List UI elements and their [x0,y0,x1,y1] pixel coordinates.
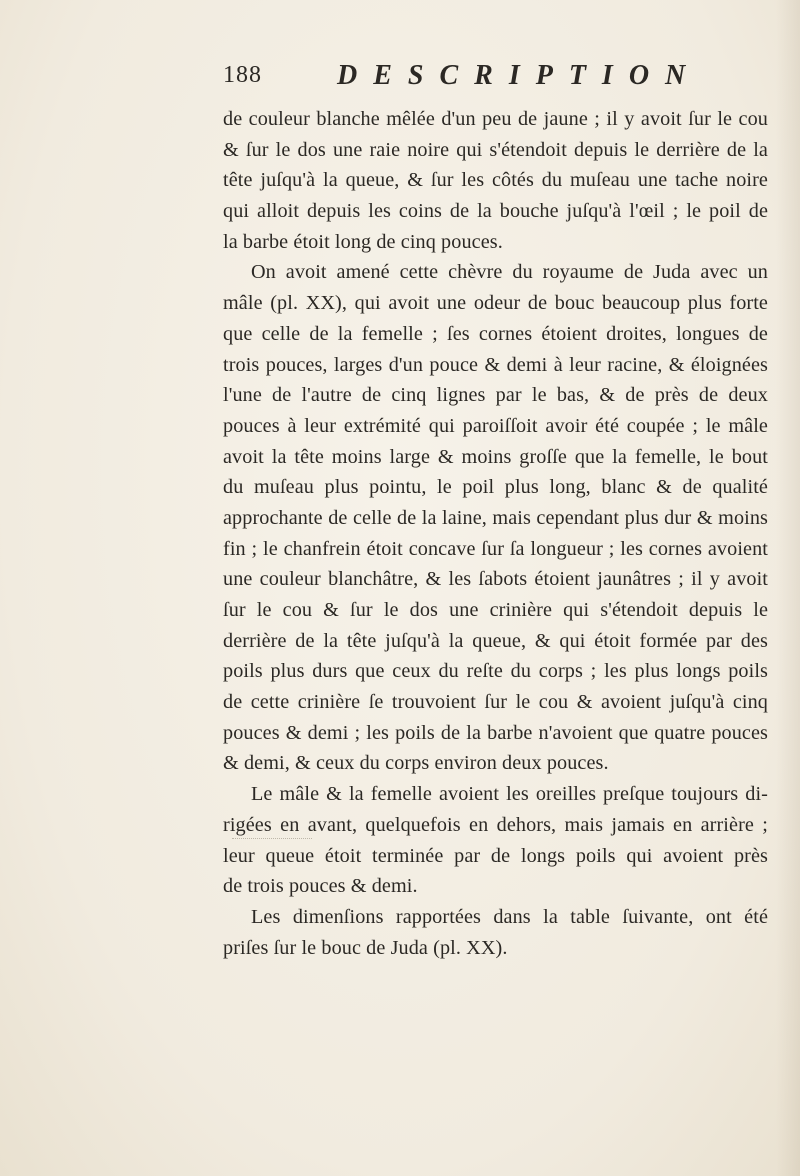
faint-ink-mark [232,838,312,841]
page-header [223,60,783,100]
text-line: approchante de celle de la laine, mais cependant plus dur & moins [223,506,768,529]
text-line: leur queue étoit terminée par de longs poils qui avoient près [223,844,768,867]
text-line: derrière de la tête juſqu'à la queue, & qui étoit formée par des [223,629,768,652]
text-line: mâle (pl. XX), qui avoit une odeur de bouc beaucoup plus forte [223,292,768,315]
text-line: avoit la tête moins large & moins groſſe que la femelle, le bout [223,445,768,468]
text-line: rigées en avant, quelquefois en dehors, mais jamais en arrière ; [223,813,768,836]
text-line: On avoit amené cette chèvre du royaume de Juda avec un [251,261,768,284]
text-line: du muſeau plus pointu, le poil plus long, blanc & de qualité [223,476,768,499]
paragraph [223,104,768,257]
text-line: Les dimenſions rapportées dans la table ſuivante, ont été [251,905,768,928]
text-line: la barbe étoit long de cinq pouces. [223,230,503,253]
text-line: qui alloit depuis les coins de la bouche juſqu'à l'œil ; le poil de [223,200,768,223]
text-line: de couleur blanche mêlée d'un peu de jaune ; il y avoit ſur le cou [223,108,768,130]
text-line: l'une de l'autre de cinq lignes par le bas, & de près de deux [223,384,768,407]
page-number: 188 [223,62,262,88]
text-line: poils plus durs que ceux du reſte du corps ; les plus longs poils [223,660,768,683]
paragraph [223,902,768,963]
text-line: de trois pouces & demi. [223,875,418,898]
text-line: que celle de la femelle ; ſes cornes étoient droites, longues de [223,322,768,345]
running-title: DESCRIPTION [337,60,702,91]
page-edge-shadow [776,0,800,1176]
text-line: une couleur blanchâtre, & les ſabots étoient jaunâtres ; il y avoit [223,568,768,591]
text-line: trois pouces, larges d'un pouce & demi à leur racine, & éloignées [223,353,768,376]
text-line: de cette crinière ſe trouvoient ſur le cou & avoient juſqu'à cinq [223,691,768,714]
text-line: tête juſqu'à la queue, & ſur les côtés du muſeau une tache noire [223,169,768,192]
body-text [223,104,768,963]
paragraph [223,257,768,779]
text-line: ſur le cou & ſur le dos une crinière qui s'étendoit depuis le [223,599,768,621]
text-line: pouces à leur extrémité qui paroiſſoit avoir été coupée ; le mâle [223,414,768,437]
text-line: & ſur le dos une raie noire qui s'étendoit depuis le derrière de la [223,138,768,161]
text-line: Le mâle & la femelle avoient les oreilles preſque toujours di- [251,783,768,806]
text-line: & demi, & ceux du corps environ deux pouces. [223,752,609,775]
text-line: priſes ſur le bouc de Juda (pl. XX). [223,936,508,959]
text-line: pouces & demi ; les poils de la barbe n'avoient que quatre pouces [223,721,768,744]
text-line: fin ; le chanfrein étoit concave ſur ſa longueur ; les cornes avoient [223,537,768,560]
